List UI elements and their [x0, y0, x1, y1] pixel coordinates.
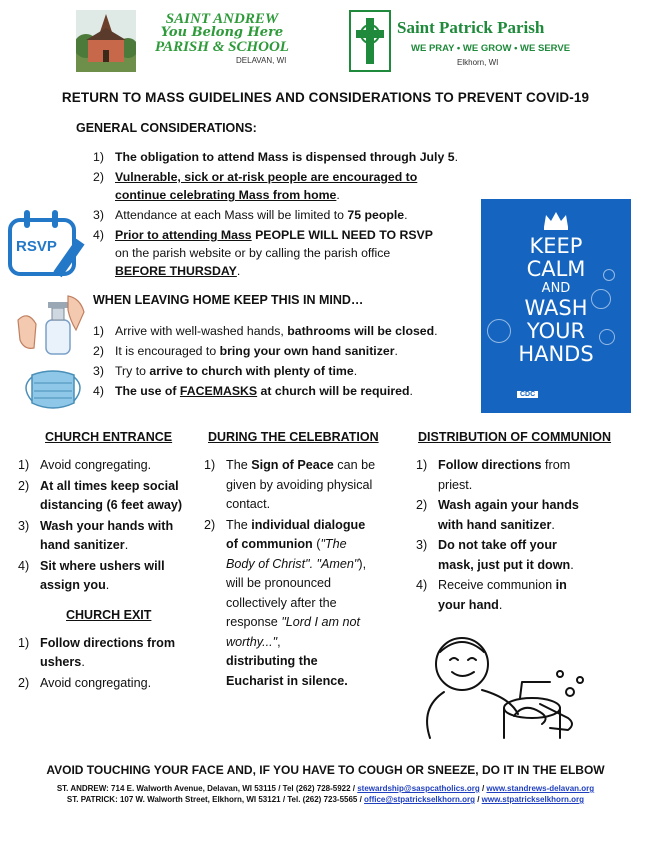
list-item: 1) Avoid congregating. [18, 458, 152, 472]
handwashing-illustration [400, 628, 615, 746]
poster-line4: WASH [524, 296, 588, 320]
poster-line5: YOUR [526, 319, 586, 343]
poster-line3: AND [541, 281, 571, 296]
list-item: 4) Prior to attending Mass PEOPLE WILL NEED TO RSVP on the parish website or by calling the parish office BEFORE THURSDAY. [93, 228, 433, 278]
leaving-heading: WHEN LEAVING HOME KEEP THIS IN MIND… [93, 293, 364, 307]
logo-left-line1: SAINT ANDREW [165, 11, 279, 27]
cross-icon [349, 10, 391, 72]
church-icon [76, 10, 136, 72]
logo-left-location: DELAVAN, WI [236, 56, 287, 65]
logo-right-name: Saint Patrick Parish [397, 18, 545, 37]
list-item: 1) Arrive with well-washed hands, bathrooms will be closed. [93, 324, 438, 338]
list-item: 4) Sit where ushers will assign you. [18, 558, 165, 592]
general-list [93, 148, 468, 280]
poster-line2: CALM [526, 257, 586, 281]
list-item: 1) The Sign of Peace can be given by avoiding physical contact. [204, 458, 376, 511]
page-title: RETURN TO MASS GUIDELINES AND CONSIDERATIONS TO PREVENT COVID-19 [61, 90, 590, 105]
list-item: 3) Do not take off your mask, just put it down. [416, 538, 574, 572]
hand-sanitizer-icon [14, 290, 90, 360]
st-patrick-email-link[interactable]: office@stpatrickselkhorn.org [364, 795, 475, 804]
list-item: 2) Vulnerable, sick or at-risk people are encouraged to continue celebrating Mass from home. [93, 170, 418, 202]
logo-left-line2: You Belong Here [160, 25, 284, 40]
rsvp-icon [6, 208, 88, 284]
poster-line1: KEEP [529, 234, 583, 258]
church-exit-heading: CHURCH EXIT [66, 607, 152, 622]
logo-right-tagline: WE PRAY • WE GROW • WE SERVE [411, 43, 571, 54]
list-item: 3) Attendance at each Mass will be limited to 75 people. [93, 208, 408, 222]
list-item: 1) Follow directions from ushers. [18, 635, 176, 669]
communion-heading: DISTRIBUTION OF COMMUNION [418, 430, 612, 444]
leaving-list [93, 322, 473, 400]
list-item: 2) Wash again your hands with hand sanitizer. [416, 498, 579, 532]
communion-column [416, 430, 631, 616]
list-item: 4) The use of FACEMASKS at church will be required. [93, 384, 413, 398]
cdc-badge: CDC [517, 391, 538, 398]
celebration-column [204, 430, 389, 692]
list-item: 4) Receive communion in your hand. [416, 578, 567, 612]
st-patrick-website-link[interactable]: www.stpatrickselkhorn.org [481, 795, 585, 804]
logo-left-line3: PARISH & SCHOOL [155, 39, 289, 55]
list-item: 1) The obligation to attend Mass is dispensed through July 5. [93, 150, 458, 164]
list-item: 2) Avoid congregating. [18, 675, 152, 690]
st-patrick-logo [349, 10, 589, 74]
celebration-heading: DURING THE CELEBRATION [208, 430, 379, 444]
facemask-icon [18, 365, 88, 415]
rsvp-label: RSVP [16, 238, 57, 255]
crown-icon [541, 209, 571, 231]
list-item: 3) Wash your hands with hand sanitizer. [18, 518, 174, 552]
list-item: 2) It is encouraged to bring your own hand sanitizer. [93, 344, 398, 358]
church-entrance-heading: CHURCH ENTRANCE [45, 430, 173, 444]
logo-right-location: Elkhorn, WI [457, 58, 499, 67]
list-item: 1) Follow directions from priest. [416, 458, 571, 492]
list-item: 2) The individual dialogue of communion ("The Body of Christ". "Amen"), will be pronounced collectively after the response "Lord I am not worthy...", distributing the Eucharist in silence. [204, 517, 367, 688]
st-andrew-address: ST. ANDREW: 714 E. Walworth Avenue, Delavan, WI 53115 / Tel (262) 728-5922 / stewardship@saspcatholics.org / www.standrews-delavan.org [56, 784, 595, 793]
list-item: 2) At all times keep social distancing (6 feet away) [18, 478, 183, 512]
church-entrance-column [18, 430, 188, 694]
footer-warning: AVOID TOUCHING YOUR FACE AND, IF YOU HAVE TO COUGH OR SNEEZE, DO IT IN THE ELBOW [46, 763, 605, 777]
st-andrew-email-link[interactable]: stewardship@saspcatholics.org [357, 784, 480, 793]
poster-line6: HANDS [518, 342, 594, 366]
st-andrew-website-link[interactable]: www.standrews-delavan.org [486, 784, 595, 793]
keep-calm-poster [481, 199, 631, 413]
list-item: 3) Try to arrive to church with plenty of time. [93, 364, 358, 378]
general-heading: GENERAL CONSIDERATIONS: [76, 121, 257, 135]
st-andrew-logo [76, 8, 301, 74]
st-patrick-address: ST. PATRICK: 107 W. Walworth Street, Elkhorn, WI 53121 / Tel. (262) 723-5565 / office@stpatrickselkhorn.org / www.stpatrickselkhorn.org [66, 795, 585, 804]
